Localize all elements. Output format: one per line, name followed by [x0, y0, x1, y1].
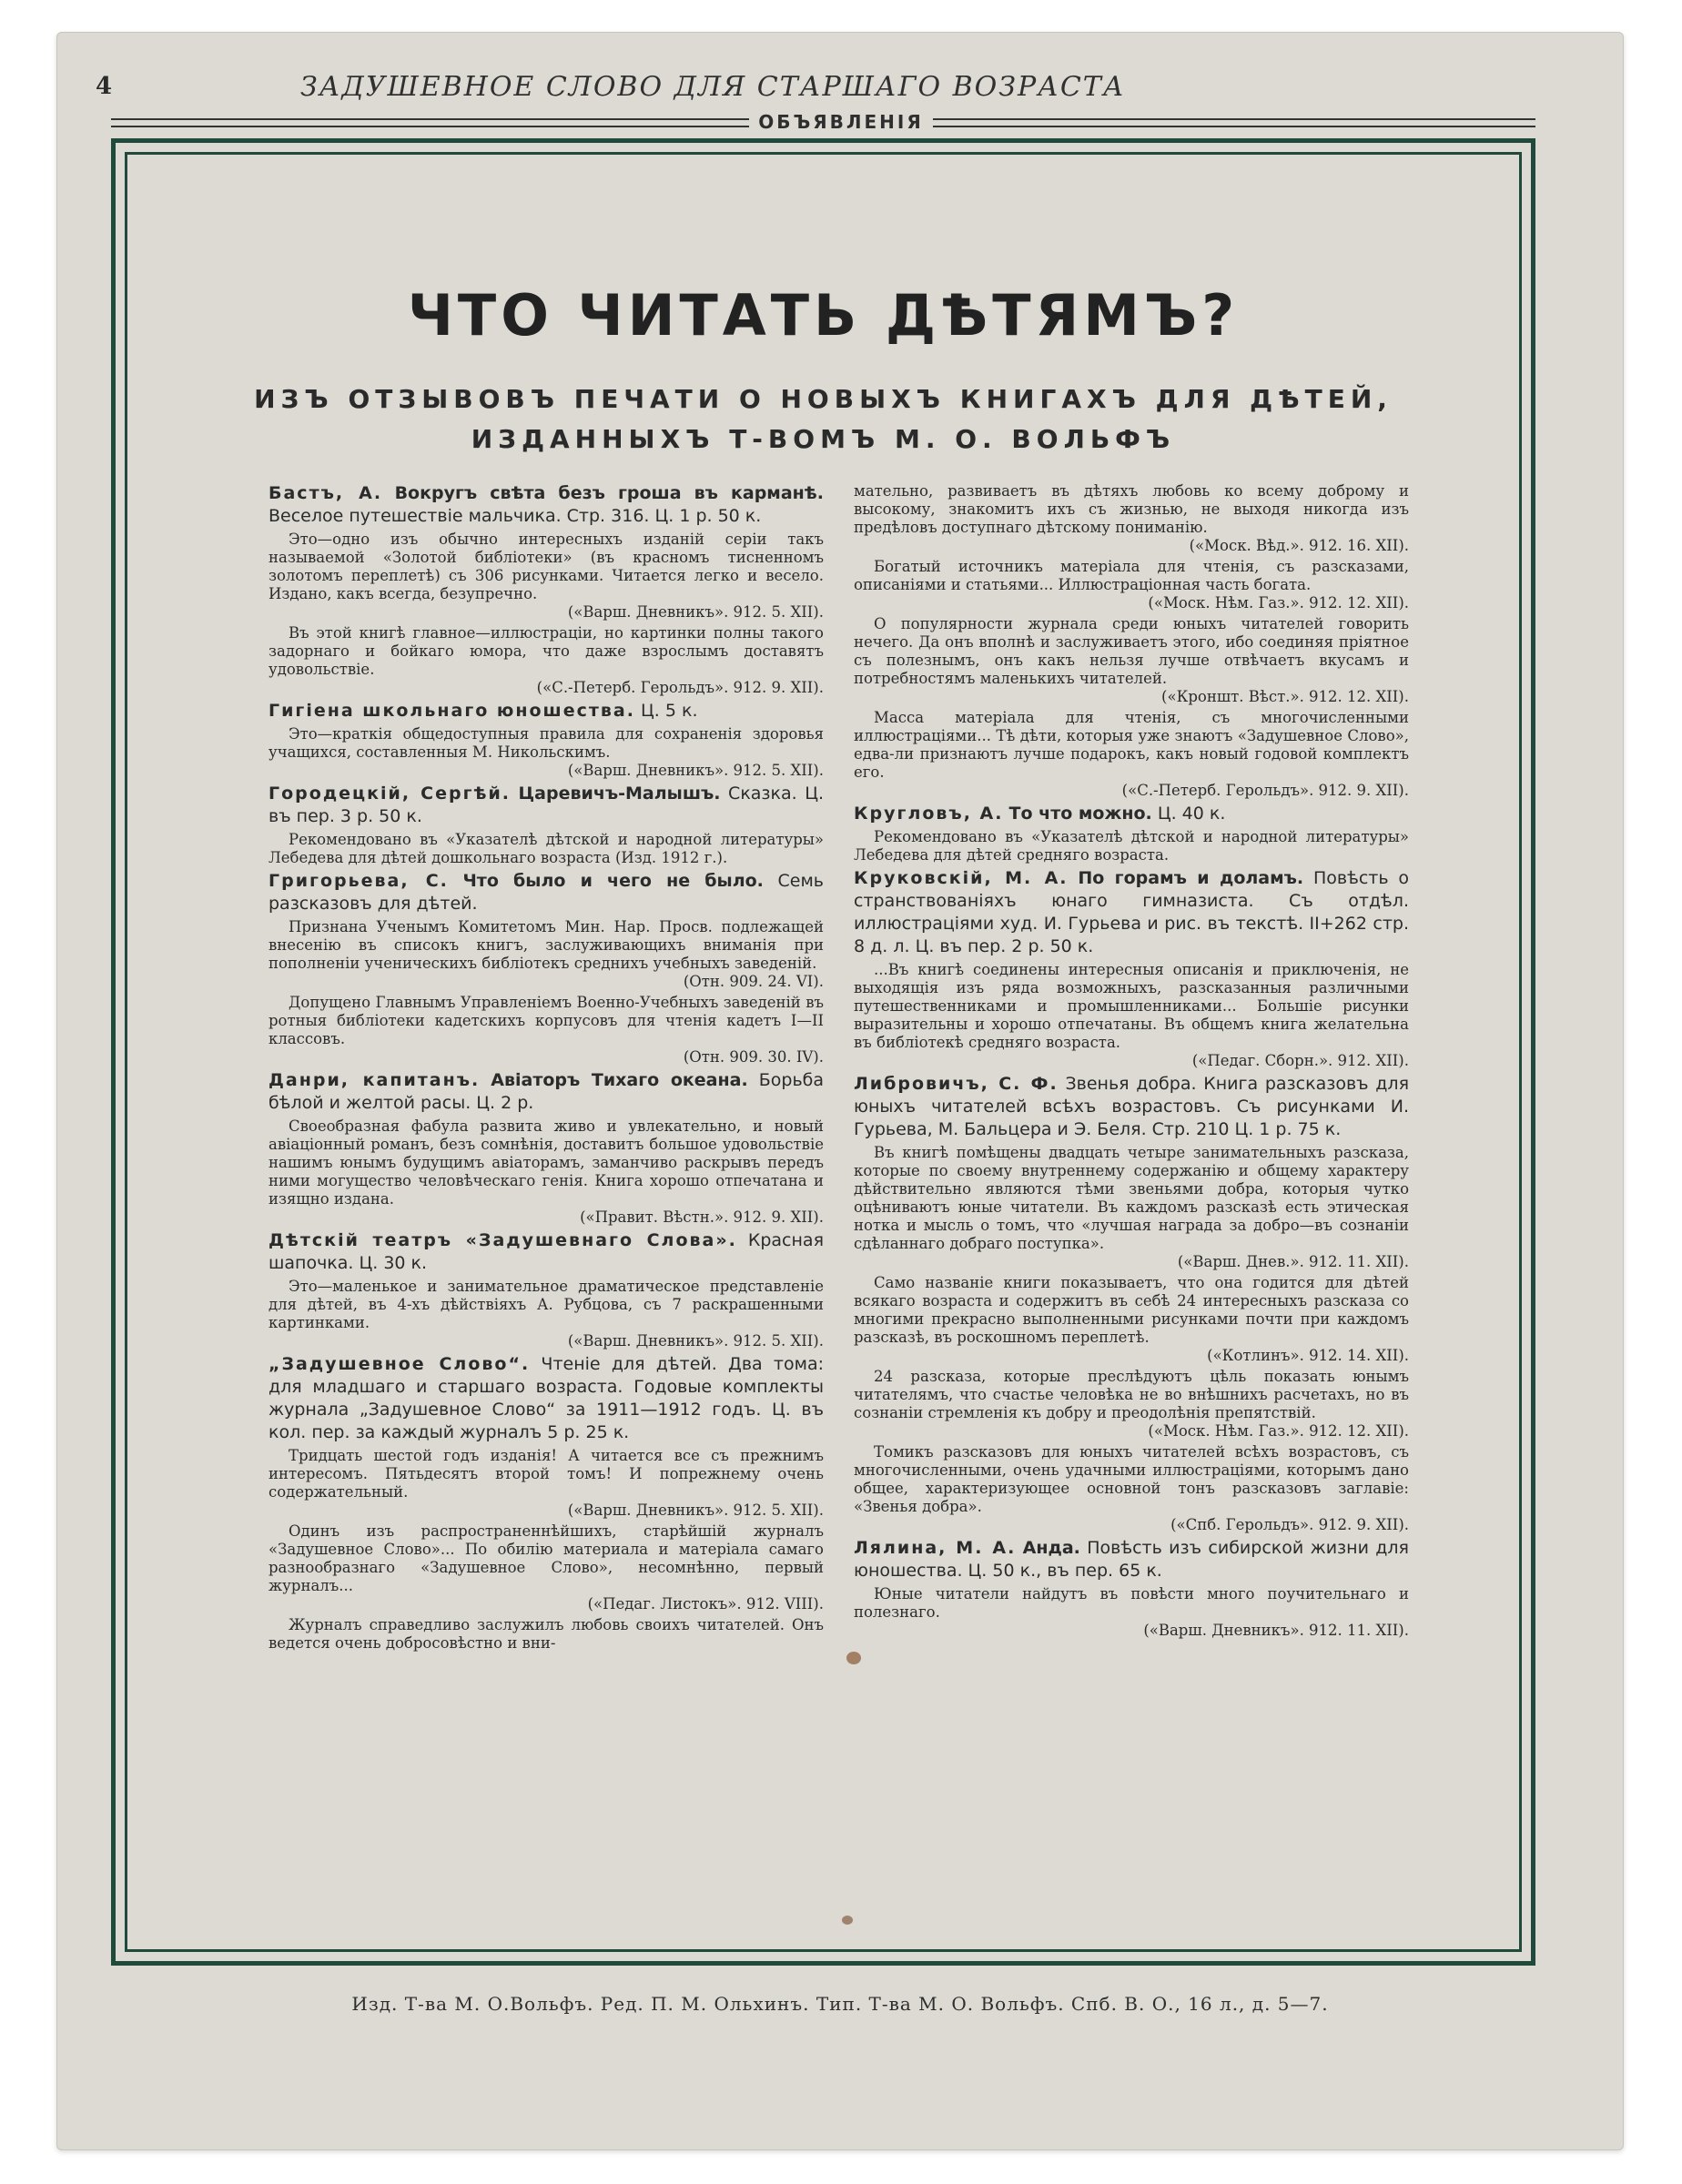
book-title: Что было и чего не было. [462, 871, 764, 891]
review-source: («Моск. Нѣм. Газ.». 912. 12. XII). [1148, 1422, 1409, 1440]
review-source: («Спб. Герольдъ». 912. 9. XII). [1170, 1516, 1409, 1533]
book-details: Веселое путешествіе мальчика. Стр. 316. Ц. 1 р. 50 к. [269, 506, 762, 526]
review-source: («Кроншт. Вѣст.». 912. 12. XII). [1161, 688, 1409, 705]
review-source: («Педаг. Листокъ». 912. VIII). [587, 1595, 824, 1613]
press-review [269, 624, 824, 697]
review-source: («Варш. Дневникъ». 912. 5. XII). [567, 762, 824, 779]
press-review [269, 725, 824, 780]
book-details: Ц. 5 к. [641, 701, 698, 721]
review-text: Это—краткія общедоступныя правила для сохраненія здоровья учащихся, составленныя М. Никольскимъ. [269, 725, 824, 761]
book-entry-heading [269, 700, 824, 723]
press-review [269, 918, 824, 991]
press-review [854, 709, 1409, 800]
book-author: Данри, капитанъ. [269, 1070, 481, 1090]
book-author: Кругловъ, А. [854, 804, 1004, 824]
review-source: («Котлинъ». 912. 14. XII). [1207, 1347, 1409, 1364]
review-source: («Варш. Дневникъ». 912. 5. XII). [567, 603, 824, 621]
section-label: ОБЪЯВЛЕНІЯ [0, 111, 1682, 133]
review-source: («Педаг. Сборн.». 912. XII). [1191, 1052, 1409, 1069]
press-review [854, 615, 1409, 706]
book-entry-heading [269, 783, 824, 828]
review-source: («С.-Петерб. Герольдъ». 912. 9. XII). [1121, 782, 1409, 799]
review-text: О популярности журнала среди юныхъ читателей говорить нечего. Да онъ вполнѣ и заслуживаетъ этого, ибо соединяя пріятное съ полезнымъ, онъ какъ нельзя лучше отвѣчаетъ вкусамъ и потребностямъ маленькихъ читателей. [854, 615, 1409, 687]
review-text: Тридцать шестой годъ изданія! А читается все съ прежнимъ интересомъ. Пятьдесятъ второй томъ! И попрежнему очень содержательный. [269, 1447, 824, 1501]
review-text: Само названіе книги показываетъ, что она годится для дѣтей всякаго возраста и содержитъ въ себѣ 24 интересныхъ разсказа со многими прекрасно выполненными рисунками почти при каждомъ разсказѣ, въ роскошномъ переплетѣ. [854, 1274, 1409, 1346]
book-entry-heading [269, 1229, 824, 1275]
book-details: Сказка. Ц. въ пер. 3 р. 50 к. [269, 784, 824, 826]
right-entries [854, 803, 1409, 1640]
review-text: Въ книгѣ помѣщены двадцать четыре занимательныхъ разсказа, которые по своему внутреннему содержанію и общему характеру дѣйствительно являются тѣми звеньями добра, которыя чутко оцѣниваютъ юные читатели. Въ каждомъ разсказѣ есть этическая нотка и мысль о томъ, что «лучшая награда за добро—въ сознаніи сдѣланнаго добраго поступка». [854, 1144, 1409, 1252]
book-details: Ц. 40 к. [1157, 804, 1226, 824]
book-author: Григорьева, С. [269, 871, 449, 891]
press-review [854, 1443, 1409, 1534]
book-details: Звенья добра. Книга разсказовъ для юныхъ читателей всѣхъ возрастовъ. Съ рисунками И. Гурьева, М. Бальцера и Э. Беля. Стр. 210 Ц. 1 р. 75 к. [854, 1074, 1409, 1139]
book-author: Бастъ, А. [269, 483, 383, 503]
book-entry-heading [854, 1537, 1409, 1582]
review-source: («Варш. Днев.». 912. 11. XII). [1177, 1253, 1409, 1270]
book-author: Лялина, М. А. [854, 1538, 1017, 1558]
press-review [854, 558, 1409, 612]
press-review [854, 1585, 1409, 1640]
press-review [854, 828, 1409, 864]
review-text: Томикъ разсказовъ для юныхъ читателей всѣхъ возрастовъ, съ многочисленными, очень удачными иллюстраціями, которымъ дано общее, характеризующее основной тонъ разсказовъ заглавіе: «Звенья добра». [854, 1443, 1409, 1515]
right-column [854, 482, 1409, 1938]
book-title: Царевичъ-Малышъ. [518, 784, 721, 804]
review-text: Юные читатели найдутъ въ повѣсти много поучительнаго и полезнаго. [854, 1585, 1409, 1621]
journal-title: ЗАДУШЕВНОЕ СЛОВО ДЛЯ СТАРШАГО ВОЗРАСТА [300, 71, 1126, 103]
review-source: («Варш. Дневникъ». 912. 11. XII). [1143, 1622, 1409, 1639]
press-review [854, 1144, 1409, 1271]
book-author: Круковскій, М. А. [854, 868, 1069, 888]
press-review [854, 961, 1409, 1070]
left-column [269, 482, 824, 1938]
review-source: («Моск. Вѣд.». 912. 16. XII). [1189, 537, 1409, 554]
review-text: Въ этой книгѣ главное—иллюстраціи, но картинки полны такого задорнаго и бойкаго юмора, что даже взрослымъ доставятъ удовольствіе. [269, 624, 824, 678]
headline: ЧТО ЧИТАТЬ ДѢТЯМЪ? [407, 282, 1240, 349]
review-text: Масса матеріала для чтенія, съ многочисленными иллюстраціями... Тѣ дѣти, которыя уже знаютъ «Задушевное Слово», едва-ли признаютъ лучше подарокъ, какъ новый годовой комплектъ его. [854, 709, 1409, 781]
book-entry-heading [269, 870, 824, 915]
review-text: 24 разсказа, которые преслѣдуютъ цѣль показать юнымъ читателямъ, что счастье человѣка не во внѣшнихъ расчетахъ, но въ сознаніи стремленія къ добру и преодолѣнія препятствій. [854, 1368, 1409, 1421]
subheadline-1: ИЗЪ ОТЗЫВОВЪ ПЕЧАТИ О НОВЫХЪ КНИГАХЪ ДЛЯ ДѢТЕЙ, [254, 384, 1393, 414]
book-entry-heading [269, 482, 824, 528]
book-title: Анда. [1022, 1538, 1080, 1558]
book-details: Чтеніе для дѣтей. Два тома: для младшаго и старшаго возраста. Годовые комплекты журнала „Задушевное Слово“ за 1911—1912 годъ. Ц. въ кол. пер. за каждый журналъ 5 р. 25 к. [269, 1354, 824, 1442]
book-entry-heading [269, 1069, 824, 1115]
imprint-line: Изд. Т-ва М. О.Вольфъ. Ред. П. М. Ольхинъ. Тип. Т-ва М. О. Вольфъ. Спб. В. О., 16 л., д. 5—7. [351, 1993, 1329, 2015]
review-source: («Моск. Нѣм. Газ.». 912. 12. XII). [1148, 594, 1409, 612]
book-entry-heading [854, 803, 1409, 825]
book-details: Повѣсть о странствованіяхъ юнаго гимназиста. Съ отдѣл. иллюстраціями худ. И. Гурьева и рис. въ текстѣ. II+262 стр. 8 д. л. Ц. въ пер. 2 р. 50 к. [854, 868, 1409, 956]
press-review [269, 1278, 824, 1350]
book-title: По горамъ и доламъ. [1078, 868, 1304, 888]
press-review [854, 1368, 1409, 1441]
book-details: Красная шапочка. Ц. 30 к. [269, 1230, 824, 1273]
book-entry-heading [269, 1353, 824, 1444]
review-text: Рекомендовано въ «Указателѣ дѣтской и народной литературы» Лебедева для дѣтей средняго возраста. [854, 828, 1409, 864]
press-review [269, 531, 824, 622]
paper-stain [846, 1652, 861, 1664]
book-entry-heading [854, 867, 1409, 958]
review-text: Рекомендовано въ «Указателѣ дѣтской и народной литературы» Лебедева для дѣтей дошкольнаго возраста (Изд. 1912 г.). [269, 831, 824, 866]
press-review [854, 1274, 1409, 1365]
press-review [269, 1117, 824, 1227]
book-details: Повѣсть изъ сибирской жизни для юношества. Ц. 50 к., въ пер. 65 к. [854, 1538, 1409, 1581]
review-source: (Отн. 909. 24. VI). [683, 973, 824, 990]
review-text: ...Въ книгѣ соединены интересныя описанія и приключенія, не выходящія изъ ряда возможныхъ, разсказанныя различными путешественниками и промышленниками... Большіе рисунки выразительны и хорошо отпечатаны. Въ общемъ книга желательна въ библіотекѣ средняго возраста. [854, 961, 1409, 1051]
book-author: Либровичъ, С. Ф. [854, 1074, 1059, 1094]
review-source: («Правит. Вѣстн.». 912. 9. XII). [580, 1208, 824, 1226]
book-entry-heading [854, 1073, 1409, 1141]
review-source: («Варш. Дневникъ». 912. 5. XII). [567, 1332, 824, 1350]
review-text: Это—маленькое и занимательное драматическое представленіе для дѣтей, въ 4-хъ дѣйствіяхъ А. Рубцова, съ 7 раскрашенными картинками. [269, 1278, 824, 1331]
press-review [269, 1522, 824, 1613]
book-title: То что можно. [1008, 804, 1152, 824]
review-text: Журналъ справедливо заслужилъ любовь своихъ читателей. Онъ ведется очень добросовѣстно и вни- [269, 1616, 824, 1652]
review-source: («С.-Петерб. Герольдъ». 912. 9. XII). [536, 679, 824, 696]
paper-stain [842, 1916, 853, 1925]
book-author: „Задушевное Слово“. [269, 1354, 531, 1374]
subheadline-2: ИЗДАННЫХЪ Т-ВОМЪ М. О. ВОЛЬФЪ [471, 424, 1176, 454]
review-source: (Отн. 909. 30. IV). [683, 1048, 824, 1066]
review-text: Это—одно изъ обычно интересныхъ изданій серіи такъ называемой «Золотой библіотеки» (въ красномъ тисненномъ золотомъ переплетѣ) съ 306 рисунками. Читается легко и весело. Издано, какъ всегда, безупречно. [269, 531, 824, 602]
book-author: Городецкій, Сергѣй. [269, 784, 512, 804]
continued-review [854, 482, 1409, 555]
book-details: Борьба бѣлой и желтой расы. Ц. 2 р. [269, 1070, 824, 1113]
press-review [269, 1447, 824, 1520]
press-review [269, 994, 824, 1067]
book-title: Вокругъ свѣта безъ гроша въ карманѣ. [394, 483, 824, 503]
book-details: Семь разсказовъ для дѣтей. [269, 871, 824, 914]
review-text: Признана Ученымъ Комитетомъ Мин. Нар. Просв. подлежащей внесенію въ списокъ книгъ, заслуживающихъ вниманія при пополненіи ученическихъ библіотекъ среднихъ учебныхъ заведеній. [269, 918, 824, 972]
review-source: («Варш. Дневникъ». 912. 5. XII). [567, 1502, 824, 1519]
review-text: Богатый источникъ матеріала для чтенія, съ разсказами, описаніями и статьями... Иллюстраціонная часть богата. [854, 558, 1409, 593]
book-author: Дѣтскій театръ «Задушевнаго Слова». [269, 1230, 737, 1250]
press-review [269, 1616, 824, 1653]
book-title: Авіаторъ Тихаго океана. [491, 1070, 748, 1090]
review-text: Допущено Главнымъ Управленіемъ Военно-Учебныхъ заведеній въ ротныя библіотеки кадетскихъ корпусовъ для чтенія кадетъ I—II классовъ. [269, 994, 824, 1047]
continued-reviews [854, 558, 1409, 800]
continued-review-text: мательно, развиваетъ въ дѣтяхъ любовь ко всему доброму и высокому, знакомитъ ихъ съ жизнью, не выходя никогда изъ предѣловъ доступнаго дѣтскому пониманію. [854, 482, 1409, 536]
page-number: 4 [96, 73, 113, 100]
book-author: Гигіена школьнаго юношества. [269, 701, 635, 721]
review-text: Своеобразная фабула развита живо и увлекательно, и новый авіаціонный романъ, безъ сомнѣнія, доставитъ большое удовольствіе нашимъ юнымъ будущимъ авіаторамъ, заманчиво раскрывъ передъ ними могущество человѣческаго генія. Книга хорошо отпечатана и изящно издана. [269, 1117, 824, 1208]
press-review [269, 831, 824, 867]
review-text: Одинъ изъ распространеннѣйшихъ, старѣйшій журналъ «Задушевное Слово»... По обилію материала и матеріала самаго разнообразнаго «Задушевное Слово», несомнѣнно, первый журналъ... [269, 1522, 824, 1594]
